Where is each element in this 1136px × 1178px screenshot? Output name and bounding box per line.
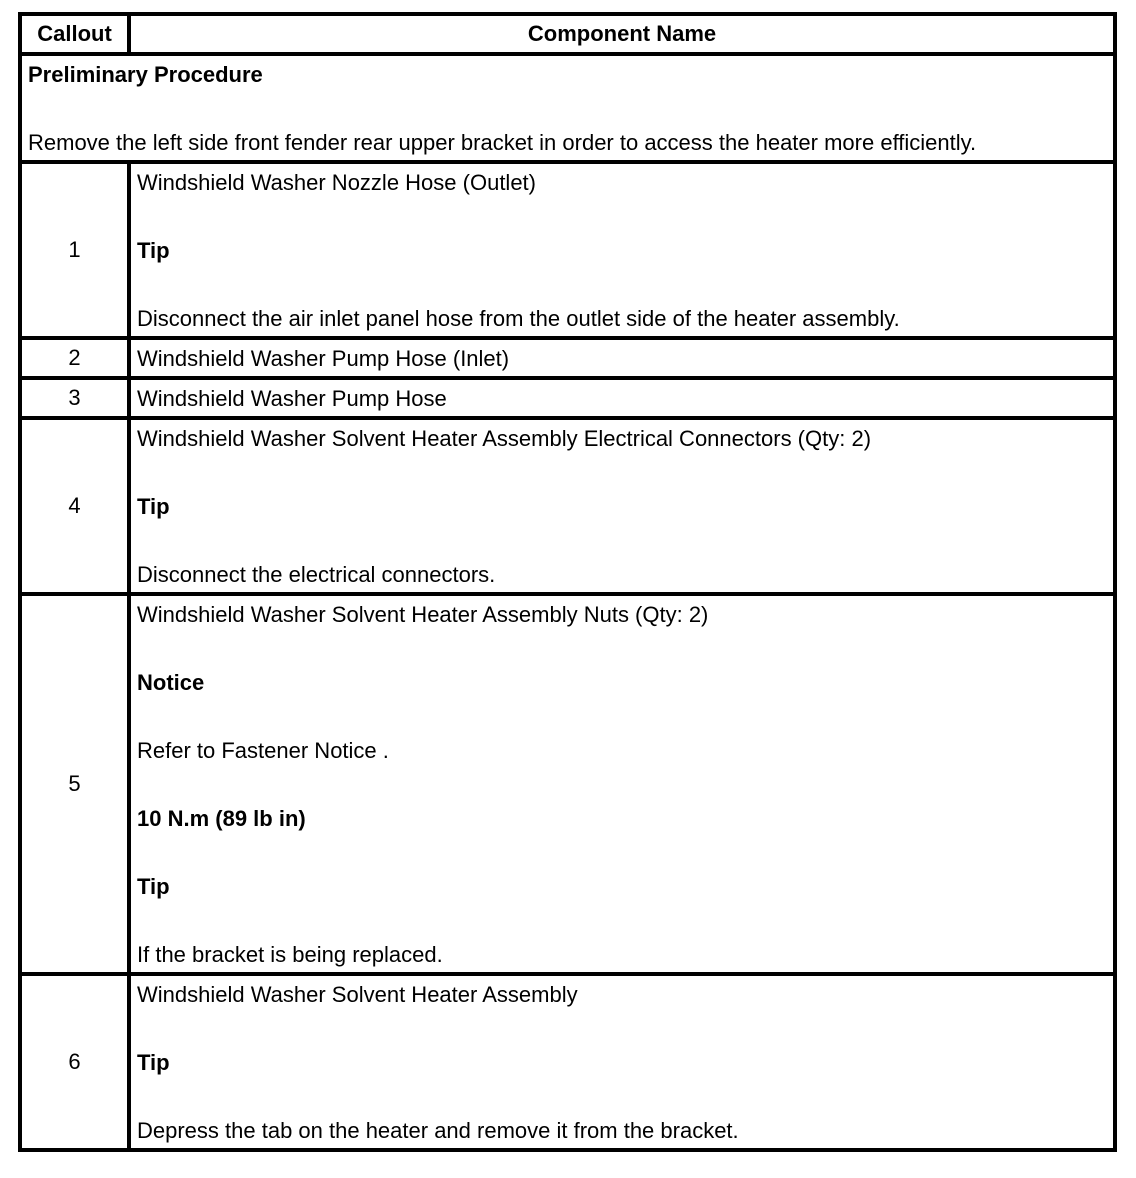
component-name-cell <box>129 594 1115 974</box>
callout-column-header: Callout <box>20 14 129 54</box>
callout-number: 6 <box>20 974 129 1150</box>
torque-spec: 10 N.m (89 lb in) <box>137 806 306 831</box>
component-name: Windshield Washer Solvent Heater Assembly <box>137 982 578 1007</box>
callout-number: 2 <box>20 338 129 378</box>
tip-text: Disconnect the air inlet panel hose from the outlet side of the heater assembly. <box>137 306 900 331</box>
table-row <box>20 418 1115 594</box>
table-row <box>20 974 1115 1150</box>
component-name: Windshield Washer Pump Hose <box>137 386 447 411</box>
component-name-cell <box>129 378 1115 418</box>
table-row <box>20 338 1115 378</box>
callout-number: 1 <box>20 162 129 338</box>
table-row <box>20 162 1115 338</box>
tip-text: Depress the tab on the heater and remove it from the bracket. <box>137 1118 739 1143</box>
tip-label: Tip <box>137 238 170 263</box>
tip-label: Tip <box>137 1050 170 1075</box>
notice-text: Refer to Fastener Notice . <box>137 738 389 763</box>
component-name-cell <box>129 338 1115 378</box>
notice-label: Notice <box>137 670 205 695</box>
tip-label: Tip <box>137 874 170 899</box>
component-name-cell <box>129 162 1115 338</box>
table-header-row <box>20 14 1115 54</box>
preliminary-procedure-text: Remove the left side front fender rear upper bracket in order to access the heater more efficiently. <box>28 130 977 155</box>
callout-number: 5 <box>20 594 129 974</box>
callout-number: 4 <box>20 418 129 594</box>
component-name: Windshield Washer Solvent Heater Assembly Electrical Connectors (Qty: 2) <box>137 426 872 451</box>
component-name-cell <box>129 974 1115 1150</box>
component-name: Windshield Washer Solvent Heater Assembly Nuts (Qty: 2) <box>137 602 709 627</box>
component-name: Windshield Washer Nozzle Hose (Outlet) <box>137 170 536 195</box>
callout-number: 3 <box>20 378 129 418</box>
component-name-cell <box>129 418 1115 594</box>
table-row <box>20 594 1115 974</box>
preliminary-procedure-cell <box>20 54 1115 162</box>
preliminary-procedure-row <box>20 54 1115 162</box>
component-table <box>18 12 1117 1152</box>
tip-text: If the bracket is being replaced. <box>137 942 443 967</box>
component-name-column-header: Component Name <box>129 14 1115 54</box>
tip-label: Tip <box>137 494 170 519</box>
preliminary-procedure-title: Preliminary Procedure <box>28 62 263 87</box>
tip-text: Disconnect the electrical connectors. <box>137 562 496 587</box>
component-name: Windshield Washer Pump Hose (Inlet) <box>137 346 510 371</box>
table-row <box>20 378 1115 418</box>
